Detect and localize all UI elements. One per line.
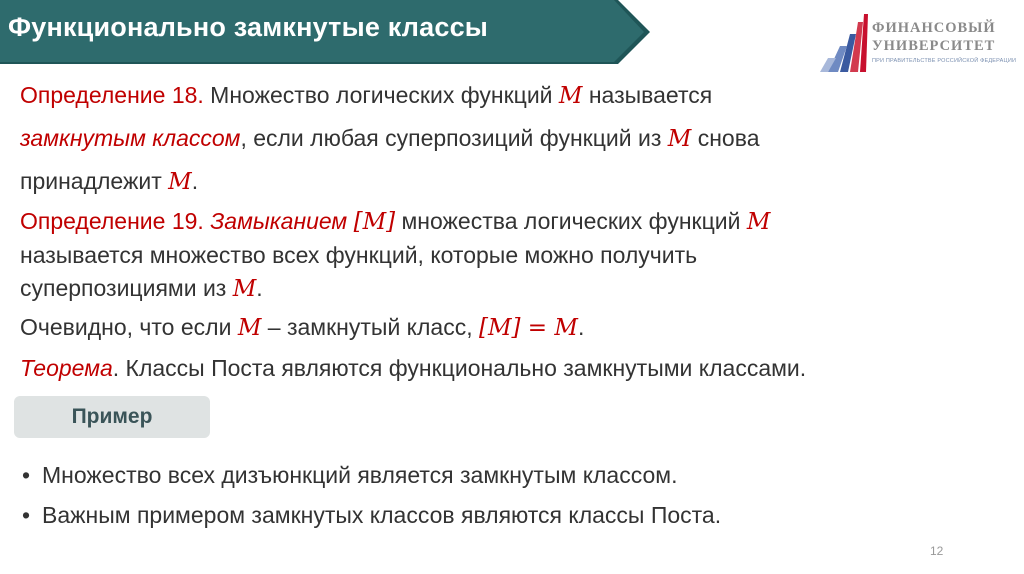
- math-closure: [M]: [353, 209, 396, 235]
- logo-line2: УНИВЕРСИТЕТ: [872, 38, 996, 54]
- def19-label: Определение 19.: [20, 208, 204, 234]
- math-M: M: [667, 126, 692, 152]
- example-box: [14, 396, 210, 438]
- def19-line2: называется множество всех функций, которые можно получить: [20, 242, 698, 268]
- slide-title: Функционально замкнутые классы: [8, 12, 489, 42]
- math-M: M: [558, 83, 583, 109]
- obvious-line: Очевидно, что если M – замкнутый класс, [M] = M.: [20, 314, 585, 341]
- def19-line3: суперпозициями из M.: [20, 275, 263, 302]
- def18-line3: принадлежит M.: [20, 168, 199, 195]
- slide-content: [20, 76, 1010, 387]
- logo-subline: ПРИ ПРАВИТЕЛЬСТВЕ РОССИЙСКОЙ ФЕДЕРАЦИИ: [872, 58, 1017, 64]
- example-label: Пример: [71, 405, 153, 428]
- def19-line1: Определение 19. Замыканием [M] множества логических функций M: [20, 208, 771, 235]
- bullet-icon: •: [22, 502, 31, 528]
- list-item: • Множество всех дизъюнкций является замкнутым классом.: [22, 455, 721, 495]
- def19-term: Замыканием: [210, 208, 348, 234]
- title-bar: [0, 0, 650, 64]
- math-M: M: [168, 169, 192, 195]
- math-M: M: [237, 315, 262, 341]
- list-item: • Важным примером замкнутых классов являются классы Поста.: [22, 495, 721, 535]
- def18-term: замкнутым классом: [20, 125, 241, 151]
- def18-line2: замкнутым классом, если любая суперпозиций функций из M снова: [20, 125, 760, 152]
- university-logo: [820, 12, 1020, 82]
- math-M: M: [746, 209, 771, 235]
- def18-label: Определение 18.: [20, 82, 204, 108]
- theorem-label: Теорема: [20, 355, 113, 381]
- university-logo-icon: [820, 12, 870, 74]
- logo-line1: ФИНАНСОВЫЙ: [872, 20, 996, 36]
- example-bullets: [22, 455, 721, 535]
- page-number: 12: [930, 544, 944, 558]
- math-M: M: [232, 276, 257, 302]
- def18-line1: Определение 18. Множество логических функций M называется: [20, 82, 713, 109]
- math-formula: [M] = M: [479, 315, 578, 341]
- theorem-line: Теорема. Классы Поста являются функционально замкнутыми классами.: [20, 355, 807, 381]
- bullet-icon: •: [22, 462, 31, 488]
